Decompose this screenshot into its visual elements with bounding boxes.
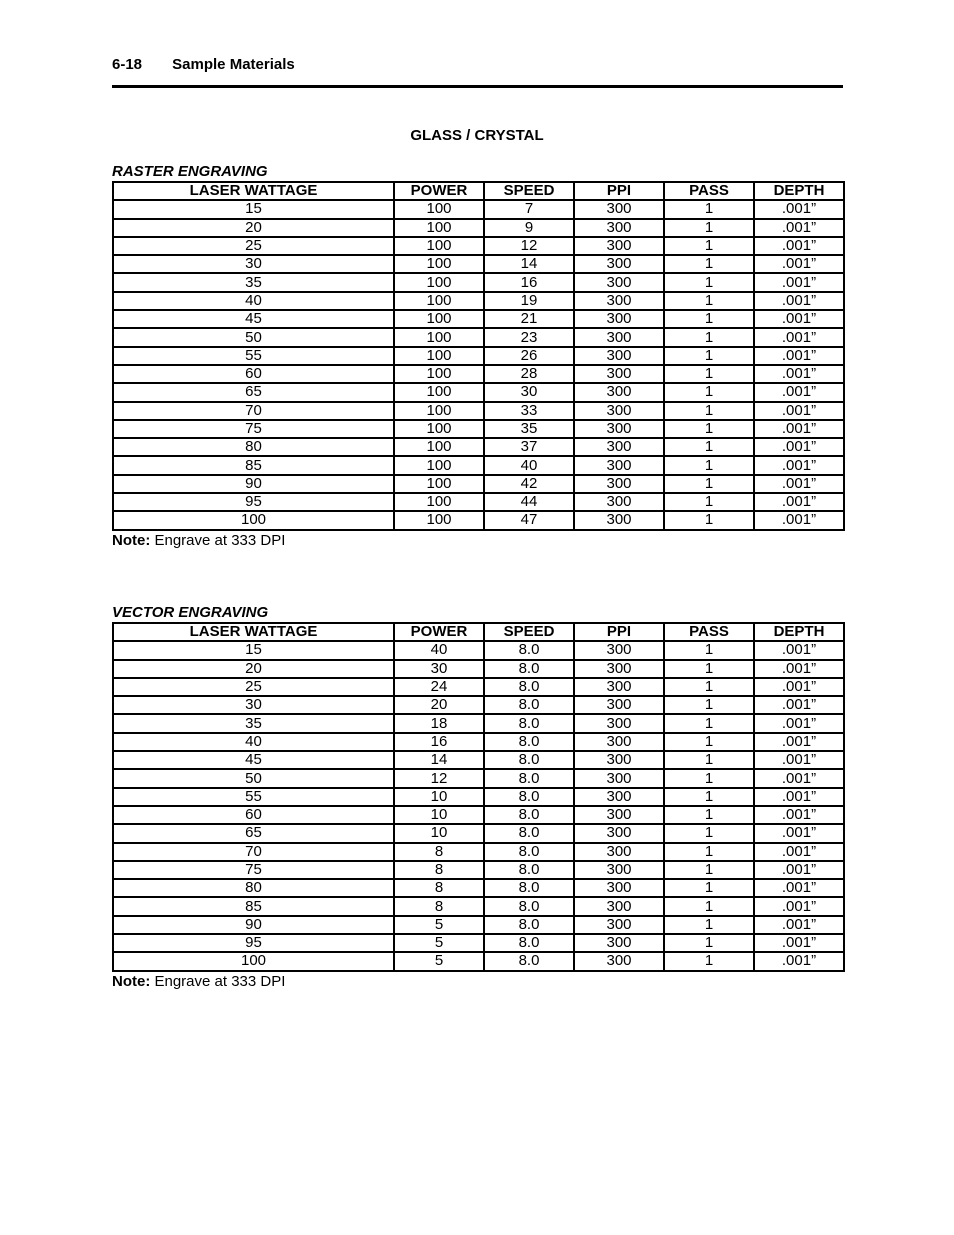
table-cell: 100 [394, 347, 484, 365]
table-cell: 35 [484, 420, 574, 438]
table-cell: 1 [664, 402, 754, 420]
raster-title: RASTER ENGRAVING [112, 163, 268, 180]
table-cell: 100 [113, 952, 394, 970]
table-row [113, 219, 844, 237]
table-cell: 8.0 [484, 897, 574, 915]
table-cell: .001” [754, 292, 844, 310]
column-header: PASS [664, 182, 754, 200]
table-cell: 30 [394, 660, 484, 678]
table-cell: 300 [574, 879, 664, 897]
table-cell: 100 [394, 456, 484, 474]
table-cell: .001” [754, 402, 844, 420]
table-cell: 300 [574, 897, 664, 915]
table-cell: 75 [113, 420, 394, 438]
table-cell: 8.0 [484, 660, 574, 678]
table-row [113, 824, 844, 842]
table-row [113, 347, 844, 365]
table-row [113, 328, 844, 346]
table-cell: .001” [754, 806, 844, 824]
table-cell: 24 [394, 678, 484, 696]
table-cell: 300 [574, 402, 664, 420]
table-cell: 35 [113, 273, 394, 291]
column-header: POWER [394, 623, 484, 641]
table-row [113, 493, 844, 511]
table-cell: 300 [574, 788, 664, 806]
table-cell: 10 [394, 806, 484, 824]
table-row [113, 751, 844, 769]
header-rule [112, 85, 843, 88]
table-row [113, 292, 844, 310]
table-cell: 300 [574, 824, 664, 842]
table-row [113, 402, 844, 420]
table-cell: 8.0 [484, 641, 574, 659]
table-cell: 5 [394, 934, 484, 952]
table-cell: 5 [394, 952, 484, 970]
table-row [113, 769, 844, 787]
table-row [113, 273, 844, 291]
table-cell: 25 [113, 678, 394, 696]
table-cell: 1 [664, 438, 754, 456]
table-row [113, 696, 844, 714]
table-cell: 8 [394, 861, 484, 879]
table-cell: 300 [574, 733, 664, 751]
table-cell: 1 [664, 843, 754, 861]
table-cell: 1 [664, 328, 754, 346]
table-cell: 8.0 [484, 696, 574, 714]
table-cell: 100 [394, 273, 484, 291]
table-cell: 25 [113, 237, 394, 255]
table-cell: 1 [664, 806, 754, 824]
table-cell: 1 [664, 456, 754, 474]
table-cell: 100 [394, 292, 484, 310]
table-cell: .001” [754, 879, 844, 897]
table-cell: 8.0 [484, 714, 574, 732]
table-cell: 80 [113, 438, 394, 456]
table-cell: 42 [484, 475, 574, 493]
table-cell: .001” [754, 511, 844, 529]
table-cell: 8.0 [484, 824, 574, 842]
table-cell: 1 [664, 660, 754, 678]
table-cell: 1 [664, 824, 754, 842]
table-cell: 18 [394, 714, 484, 732]
table-cell: .001” [754, 219, 844, 237]
table-cell: 1 [664, 897, 754, 915]
table-cell: 1 [664, 475, 754, 493]
table-cell: 65 [113, 383, 394, 401]
table-cell: 100 [113, 511, 394, 529]
table-row [113, 438, 844, 456]
table-cell: .001” [754, 347, 844, 365]
table-cell: .001” [754, 769, 844, 787]
table-cell: 20 [394, 696, 484, 714]
table-cell: 15 [113, 641, 394, 659]
note-text: Engrave at 333 DPI [150, 531, 286, 549]
table-cell: 1 [664, 347, 754, 365]
table-cell: 8.0 [484, 678, 574, 696]
table-cell: 300 [574, 200, 664, 218]
table-cell: 300 [574, 475, 664, 493]
table-cell: 23 [484, 328, 574, 346]
table-row [113, 678, 844, 696]
section-name: Sample Materials [172, 56, 295, 73]
table-cell: 300 [574, 493, 664, 511]
table-cell: 1 [664, 788, 754, 806]
table-cell: 40 [394, 641, 484, 659]
table-cell: 70 [113, 402, 394, 420]
table-cell: 95 [113, 934, 394, 952]
table-cell: 100 [394, 365, 484, 383]
vector-section [112, 604, 843, 991]
page-number: 6-18 [112, 56, 143, 73]
table-cell: 40 [484, 456, 574, 474]
table-cell: .001” [754, 934, 844, 952]
table-row [113, 310, 844, 328]
table-row [113, 879, 844, 897]
table-cell: 1 [664, 219, 754, 237]
table-cell: 12 [394, 769, 484, 787]
table-cell: 8 [394, 879, 484, 897]
table-cell: 1 [664, 916, 754, 934]
table-cell: 45 [113, 751, 394, 769]
table-cell: 7 [484, 200, 574, 218]
table-cell: 100 [394, 310, 484, 328]
table-cell: 1 [664, 365, 754, 383]
table-cell: 28 [484, 365, 574, 383]
table-row [113, 788, 844, 806]
page-header [112, 56, 295, 73]
raster-note [112, 531, 843, 550]
table-cell: 300 [574, 292, 664, 310]
table-cell: 300 [574, 255, 664, 273]
column-header: SPEED [484, 623, 574, 641]
table-row [113, 365, 844, 383]
table-cell: 1 [664, 493, 754, 511]
table-cell: .001” [754, 660, 844, 678]
table-cell: 50 [113, 769, 394, 787]
column-header: PPI [574, 182, 664, 200]
table-cell: 21 [484, 310, 574, 328]
column-header: PPI [574, 623, 664, 641]
table-cell: 8.0 [484, 788, 574, 806]
table-cell: 60 [113, 365, 394, 383]
table-cell: 40 [113, 733, 394, 751]
table-cell: 300 [574, 769, 664, 787]
table-cell: 15 [113, 200, 394, 218]
table-cell: 100 [394, 511, 484, 529]
raster-table [112, 181, 845, 531]
table-cell: 55 [113, 347, 394, 365]
table-cell: 1 [664, 420, 754, 438]
table-cell: 300 [574, 365, 664, 383]
table-cell: 300 [574, 438, 664, 456]
table-cell: 50 [113, 328, 394, 346]
table-cell: 100 [394, 438, 484, 456]
table-cell: 300 [574, 310, 664, 328]
table-row [113, 420, 844, 438]
table-cell: 300 [574, 843, 664, 861]
table-row [113, 255, 844, 273]
table-cell: 35 [113, 714, 394, 732]
table-cell: 44 [484, 493, 574, 511]
table-cell: .001” [754, 714, 844, 732]
table-cell: .001” [754, 751, 844, 769]
table-cell: .001” [754, 952, 844, 970]
table-cell: 1 [664, 292, 754, 310]
table-cell: 30 [113, 255, 394, 273]
table-cell: 8 [394, 843, 484, 861]
table-cell: 55 [113, 788, 394, 806]
column-header: POWER [394, 182, 484, 200]
table-cell: 9 [484, 219, 574, 237]
table-cell: .001” [754, 273, 844, 291]
table-cell: 300 [574, 347, 664, 365]
table-row [113, 843, 844, 861]
table-cell: 60 [113, 806, 394, 824]
table-row [113, 641, 844, 659]
table-cell: 8.0 [484, 861, 574, 879]
table-cell: 1 [664, 273, 754, 291]
table-cell: 300 [574, 861, 664, 879]
table-cell: 47 [484, 511, 574, 529]
table-cell: .001” [754, 456, 844, 474]
table-cell: .001” [754, 365, 844, 383]
table-cell: 1 [664, 696, 754, 714]
table-cell: 10 [394, 788, 484, 806]
table-cell: 300 [574, 219, 664, 237]
table-cell: 8.0 [484, 952, 574, 970]
table-cell: 100 [394, 402, 484, 420]
table-cell: .001” [754, 861, 844, 879]
table-cell: 1 [664, 641, 754, 659]
column-header: SPEED [484, 182, 574, 200]
table-cell: 1 [664, 769, 754, 787]
table-cell: 100 [394, 475, 484, 493]
table-cell: 8.0 [484, 934, 574, 952]
table-cell: .001” [754, 475, 844, 493]
table-cell: 300 [574, 420, 664, 438]
table-cell: 30 [484, 383, 574, 401]
table-row [113, 952, 844, 970]
table-cell: 1 [664, 714, 754, 732]
table-cell: 300 [574, 751, 664, 769]
table-cell: 30 [113, 696, 394, 714]
table-cell: 1 [664, 934, 754, 952]
table-cell: .001” [754, 678, 844, 696]
table-row [113, 916, 844, 934]
table-cell: 300 [574, 511, 664, 529]
table-cell: 45 [113, 310, 394, 328]
table-cell: 20 [113, 219, 394, 237]
table-row [113, 806, 844, 824]
table-cell: .001” [754, 733, 844, 751]
table-cell: 85 [113, 456, 394, 474]
table-row [113, 456, 844, 474]
table-cell: 100 [394, 200, 484, 218]
table-cell: 300 [574, 934, 664, 952]
vector-table [112, 622, 845, 972]
table-cell: 100 [394, 328, 484, 346]
table-cell: 300 [574, 952, 664, 970]
column-header: LASER WATTAGE [113, 623, 394, 641]
table-cell: .001” [754, 438, 844, 456]
table-cell: 33 [484, 402, 574, 420]
table-cell: 300 [574, 383, 664, 401]
table-cell: 300 [574, 456, 664, 474]
table-cell: 1 [664, 952, 754, 970]
table-cell: .001” [754, 843, 844, 861]
table-cell: 300 [574, 916, 664, 934]
table-cell: .001” [754, 420, 844, 438]
table-cell: 1 [664, 861, 754, 879]
table-cell: .001” [754, 383, 844, 401]
column-header: LASER WATTAGE [113, 182, 394, 200]
table-cell: 90 [113, 916, 394, 934]
table-cell: 95 [113, 493, 394, 511]
table-row [113, 237, 844, 255]
table-row [113, 660, 844, 678]
table-cell: 20 [113, 660, 394, 678]
table-cell: 1 [664, 255, 754, 273]
table-cell: 19 [484, 292, 574, 310]
table-cell: 40 [113, 292, 394, 310]
table-cell: 300 [574, 806, 664, 824]
table-row [113, 511, 844, 529]
table-cell: 1 [664, 678, 754, 696]
table-row [113, 733, 844, 751]
table-cell: 1 [664, 310, 754, 328]
table-cell: 1 [664, 511, 754, 529]
table-cell: 16 [394, 733, 484, 751]
table-row [113, 383, 844, 401]
table-cell: 10 [394, 824, 484, 842]
column-header: DEPTH [754, 623, 844, 641]
table-cell: .001” [754, 916, 844, 934]
note-label: Note: [112, 972, 151, 990]
table-cell: 1 [664, 751, 754, 769]
table-cell: 100 [394, 237, 484, 255]
table-cell: .001” [754, 328, 844, 346]
table-cell: 300 [574, 641, 664, 659]
table-cell: 8.0 [484, 769, 574, 787]
table-cell: 8.0 [484, 916, 574, 934]
table-cell: 8.0 [484, 806, 574, 824]
table-header-row [113, 623, 844, 641]
table-cell: 8 [394, 897, 484, 915]
table-cell: .001” [754, 824, 844, 842]
table-cell: 100 [394, 383, 484, 401]
table-cell: 300 [574, 660, 664, 678]
table-cell: 8.0 [484, 751, 574, 769]
table-cell: 8.0 [484, 843, 574, 861]
note-text: Engrave at 333 DPI [150, 972, 286, 990]
table-cell: 26 [484, 347, 574, 365]
table-cell: 75 [113, 861, 394, 879]
table-cell: 1 [664, 383, 754, 401]
table-row [113, 897, 844, 915]
table-cell: 100 [394, 493, 484, 511]
table-row [113, 200, 844, 218]
table-cell: 14 [484, 255, 574, 273]
table-cell: 5 [394, 916, 484, 934]
table-cell: 300 [574, 328, 664, 346]
table-cell: .001” [754, 897, 844, 915]
table-cell: .001” [754, 788, 844, 806]
table-cell: 1 [664, 733, 754, 751]
table-cell: 8.0 [484, 879, 574, 897]
table-cell: .001” [754, 493, 844, 511]
table-header-row [113, 182, 844, 200]
table-cell: 37 [484, 438, 574, 456]
column-header: DEPTH [754, 182, 844, 200]
table-cell: .001” [754, 696, 844, 714]
table-cell: 300 [574, 237, 664, 255]
table-cell: 85 [113, 897, 394, 915]
table-cell: .001” [754, 310, 844, 328]
table-cell: 100 [394, 219, 484, 237]
table-cell: .001” [754, 641, 844, 659]
table-cell: .001” [754, 200, 844, 218]
note-label: Note: [112, 531, 151, 549]
column-header: PASS [664, 623, 754, 641]
table-row [113, 475, 844, 493]
table-cell: 90 [113, 475, 394, 493]
table-cell: 100 [394, 255, 484, 273]
page-title: GLASS / CRYSTAL [410, 127, 544, 144]
table-cell: 300 [574, 696, 664, 714]
table-cell: 70 [113, 843, 394, 861]
table-cell: .001” [754, 237, 844, 255]
table-cell: 1 [664, 879, 754, 897]
raster-section [112, 163, 843, 550]
table-cell: 80 [113, 879, 394, 897]
table-row [113, 934, 844, 952]
vector-title: VECTOR ENGRAVING [112, 604, 269, 621]
table-cell: 16 [484, 273, 574, 291]
table-cell: 1 [664, 237, 754, 255]
table-cell: 300 [574, 273, 664, 291]
table-cell: 14 [394, 751, 484, 769]
vector-note [112, 972, 843, 991]
table-cell: 65 [113, 824, 394, 842]
table-cell: 300 [574, 714, 664, 732]
table-cell: 300 [574, 678, 664, 696]
table-cell: 100 [394, 420, 484, 438]
table-cell: 1 [664, 200, 754, 218]
table-row [113, 861, 844, 879]
table-cell: 8.0 [484, 733, 574, 751]
table-cell: 12 [484, 237, 574, 255]
table-row [113, 714, 844, 732]
table-cell: .001” [754, 255, 844, 273]
